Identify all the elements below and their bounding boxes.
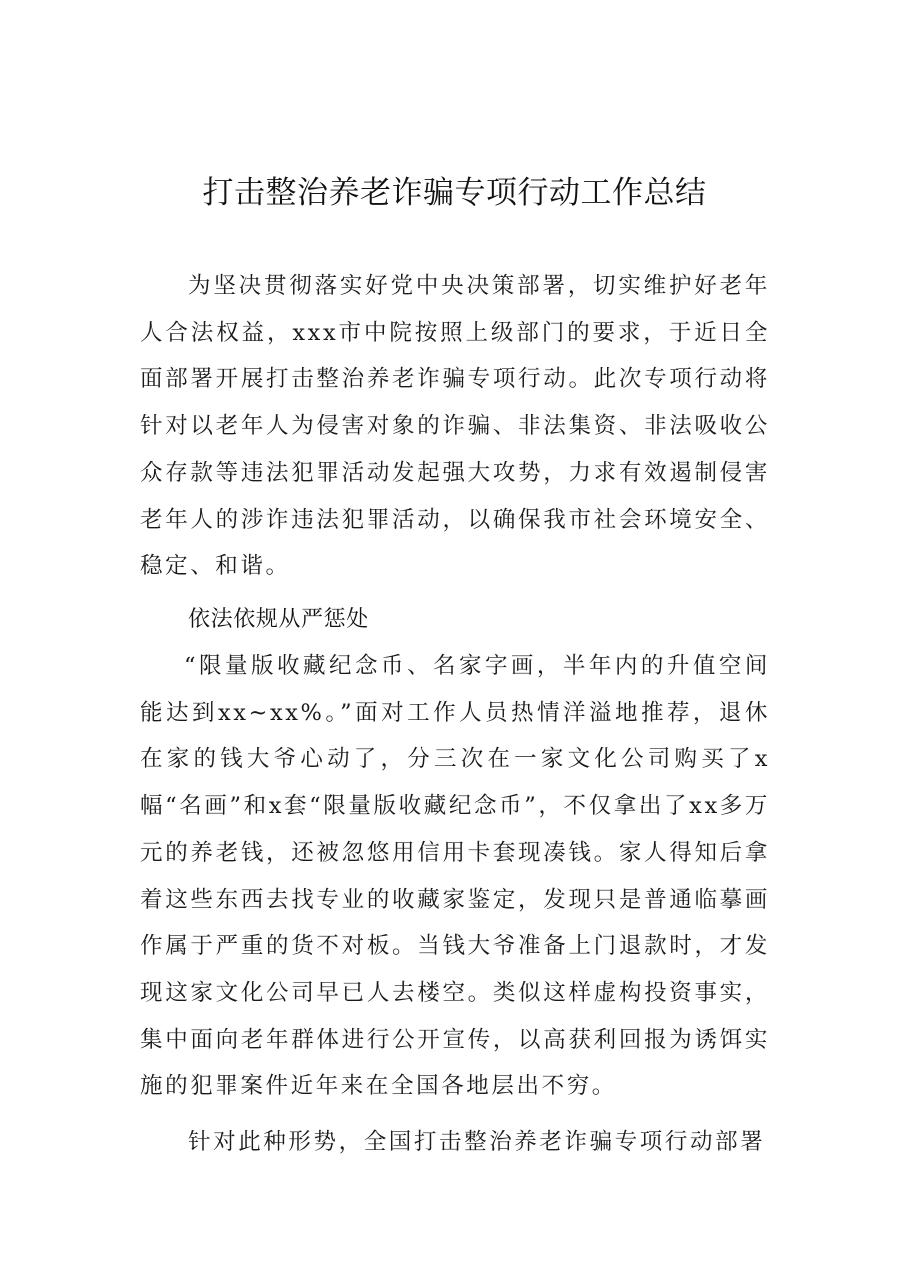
- document-title: 打击整治养老诈骗专项行动工作总结: [202, 175, 707, 211]
- section-heading: 依法依规从严惩处: [188, 607, 369, 632]
- intro-paragraph: 为坚决贯彻落实好党中央决策部署，切实维护好老年人合法权益，xxx市中院按照上级部门的要求，于近日全面部署开展打击整治养老诈骗专项行动。此次专项行动将针对以老年人为侵害对象的诈骗、非法集资、非法吸收公众存款等违法犯罪活动发起强大攻势，力求有效遏制侵害老年人的涉诈违法犯罪活动，以确保我市社会环境安全、稳定、和谐。: [140, 273, 770, 580]
- case-paragraph: “限量版收藏纪念币、名家字画，半年内的升值空间能达到xx~xx%。”面对工作人员热情洋溢地推荐，退休在家的钱大爷心动了，分三次在一家文化公司购买了x幅“名画”和x套“限量版收藏纪念币”，不仅拿出了xx多万元的养老钱，还被忽悠用信用卡套现凑钱。家人得知后拿着这些东西去找专业的收藏家鉴定，发现只是普通临摹画作属于严重的货不对板。当钱大爷准备上门退款时，才发现这家文化公司早已人去楼空。类似这样虚构投资事实，集中面向老年群体进行公开宣传，以高获利回报为诱饵实施的犯罪案件近年来在全国各地层出不穷。: [140, 653, 770, 1100]
- continuation-paragraph: 针对此种形势，全国打击整治养老诈骗专项行动部署: [188, 1129, 766, 1155]
